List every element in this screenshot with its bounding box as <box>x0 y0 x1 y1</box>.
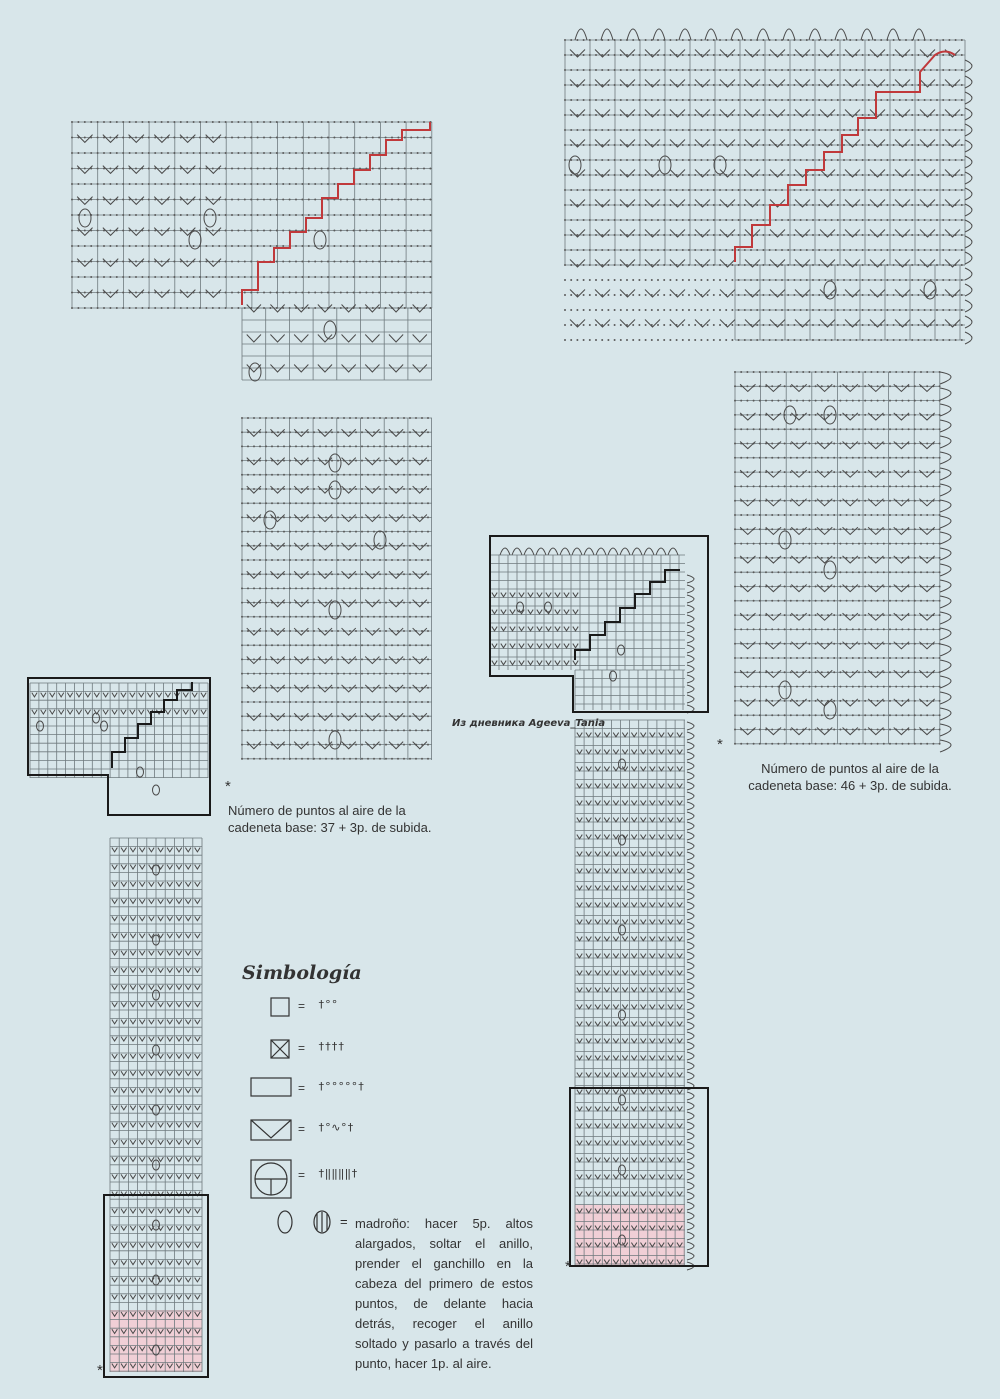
start-marker-left-bottom: * <box>97 1362 103 1379</box>
chart-top-left-ovals <box>79 209 336 381</box>
edging-loops <box>940 372 951 752</box>
legend-def-2: †††† <box>318 1040 345 1053</box>
legend-title: Simbología <box>242 962 362 984</box>
right-caption-line2: cadeneta base: 46 + 3p. de subida. <box>748 778 952 793</box>
chart-strip-right-ovals-oval <box>619 835 626 845</box>
right-caption-line1: Número de puntos al aire de la <box>761 761 939 776</box>
chart-top-right-ovals-oval <box>569 156 581 174</box>
chart-small-right-ovals-oval <box>610 671 617 681</box>
chart-top-right-edging <box>575 29 972 344</box>
chart-mid-right-edging <box>940 372 951 752</box>
step-line-small-left <box>112 682 192 768</box>
chart-strip-right-ovals-oval <box>619 1165 626 1175</box>
chart-strip-right-ovals <box>619 759 626 1245</box>
chart-small-left-ovals-oval <box>153 785 160 795</box>
chart-top-left-ovals-oval <box>79 209 91 227</box>
chart-strip-right-ovals-oval <box>619 759 626 769</box>
legend-symbol-v <box>251 1120 291 1138</box>
legend-madrono-description: madroño: hacer 5p. altos alargados, soltar el anillo, prender el ganchillo en la cabeza del primero de estos puntos, de delante hacia detrás, recoger el anillo soltado y pasarlo a través del punto, hacer 1p. al aire. <box>355 1216 533 1371</box>
chart-small-left-grid <box>30 683 208 778</box>
chart-top-right-lower-grid <box>735 265 965 340</box>
chart-mid-left-ovals-oval <box>329 454 341 472</box>
legend-symbol-vbox <box>251 1120 291 1140</box>
chart-small-right-grid <box>490 555 685 670</box>
legend-symbol-square <box>271 998 289 1016</box>
chart-small-left-ovals-oval <box>137 767 144 777</box>
chart-top-right-step-line <box>735 52 955 263</box>
legend-symbol-cross <box>271 1040 289 1058</box>
chart-top-left-ovals-oval <box>249 363 261 381</box>
legend-def-5: †‖‖‖‖† <box>318 1167 358 1180</box>
chart-small-right-ovals-oval <box>517 602 524 612</box>
legend-def-1: †°° <box>318 998 338 1011</box>
stitch-marks-layer <box>32 29 972 1368</box>
start-marker-left-top: * <box>225 778 231 795</box>
start-marker-right-bottom: * <box>565 1258 571 1275</box>
start-marker-right-top: * <box>717 736 723 753</box>
chart-strip-right-edging <box>687 722 694 1270</box>
legend-def-3: †°°°°°† <box>318 1080 365 1093</box>
chart-mid-right-ovals-oval <box>779 531 791 549</box>
chart-top-left-lower-grid <box>242 308 432 380</box>
watermark-text: Из дневника Ageeva_Tania <box>452 718 606 729</box>
legend-eq-3: = <box>298 1081 306 1095</box>
edging-loops <box>687 722 694 1270</box>
legend-symbol-oval <box>278 1211 292 1233</box>
chart-mid-left-ovals-oval <box>329 731 341 749</box>
legend-def-4: †°∿°† <box>318 1121 354 1134</box>
chart-mid-right-ovals-oval <box>824 701 836 719</box>
chart-mid-right-ovals-oval <box>824 561 836 579</box>
legend-symbol-rectangle <box>251 1078 291 1096</box>
chart-top-right-lower-grid-lines <box>735 265 965 340</box>
chart-strip-right-ovals-oval <box>619 925 626 935</box>
chart-top-right-upper-grid-lines <box>565 40 965 265</box>
chart-small-right-grid-lines <box>490 555 685 670</box>
legend-symbol-shell-lines <box>255 1179 287 1195</box>
chart-mid-left-ovals-oval <box>329 601 341 619</box>
chart-small-right-ovals-oval <box>618 645 625 655</box>
right-chart-caption <box>720 760 980 794</box>
legend-symbols <box>251 998 330 1233</box>
left-caption-line2: cadeneta base: 37 + 3p. de subida. <box>228 820 432 835</box>
legend-eq-5: = <box>298 1168 306 1182</box>
legend-eq-1: = <box>298 999 306 1013</box>
step-line-small-right <box>575 570 680 660</box>
chart-small-right-lower-grid-lines <box>575 670 685 710</box>
legend-eq-6: = <box>340 1214 348 1229</box>
chart-strip-right-ovals-oval <box>619 1010 626 1020</box>
chart-small-right-ovals-oval <box>545 602 552 612</box>
edging-loops <box>575 29 972 344</box>
chart-mid-right-ovals-oval <box>779 681 791 699</box>
chart-top-right-upper-grid <box>565 40 965 265</box>
chart-top-right-ovals-oval <box>714 156 726 174</box>
red-step-lines <box>242 52 955 306</box>
left-chart-caption <box>228 802 488 836</box>
chart-small-right-lower-grid <box>575 670 685 710</box>
legend-eq-2: = <box>298 1041 306 1055</box>
chart-top-left-lower-grid-lines <box>242 308 432 380</box>
left-caption-line1: Número de puntos al aire de la <box>228 803 406 818</box>
chart-small-left-grid-lines <box>30 683 208 778</box>
chart-small-right-ovals <box>517 602 625 681</box>
chart-small-left-ovals <box>37 713 160 795</box>
chart-mid-left-ovals-oval <box>329 481 341 499</box>
chart-top-left-ovals-oval <box>204 209 216 227</box>
legend-symbol-madrono-lines <box>317 1212 327 1232</box>
frame-small-right <box>490 536 708 712</box>
chart-strip-right-ovals-oval <box>619 1095 626 1105</box>
chart-small-left-ovals-oval <box>93 713 100 723</box>
legend-eq-4: = <box>298 1122 306 1136</box>
